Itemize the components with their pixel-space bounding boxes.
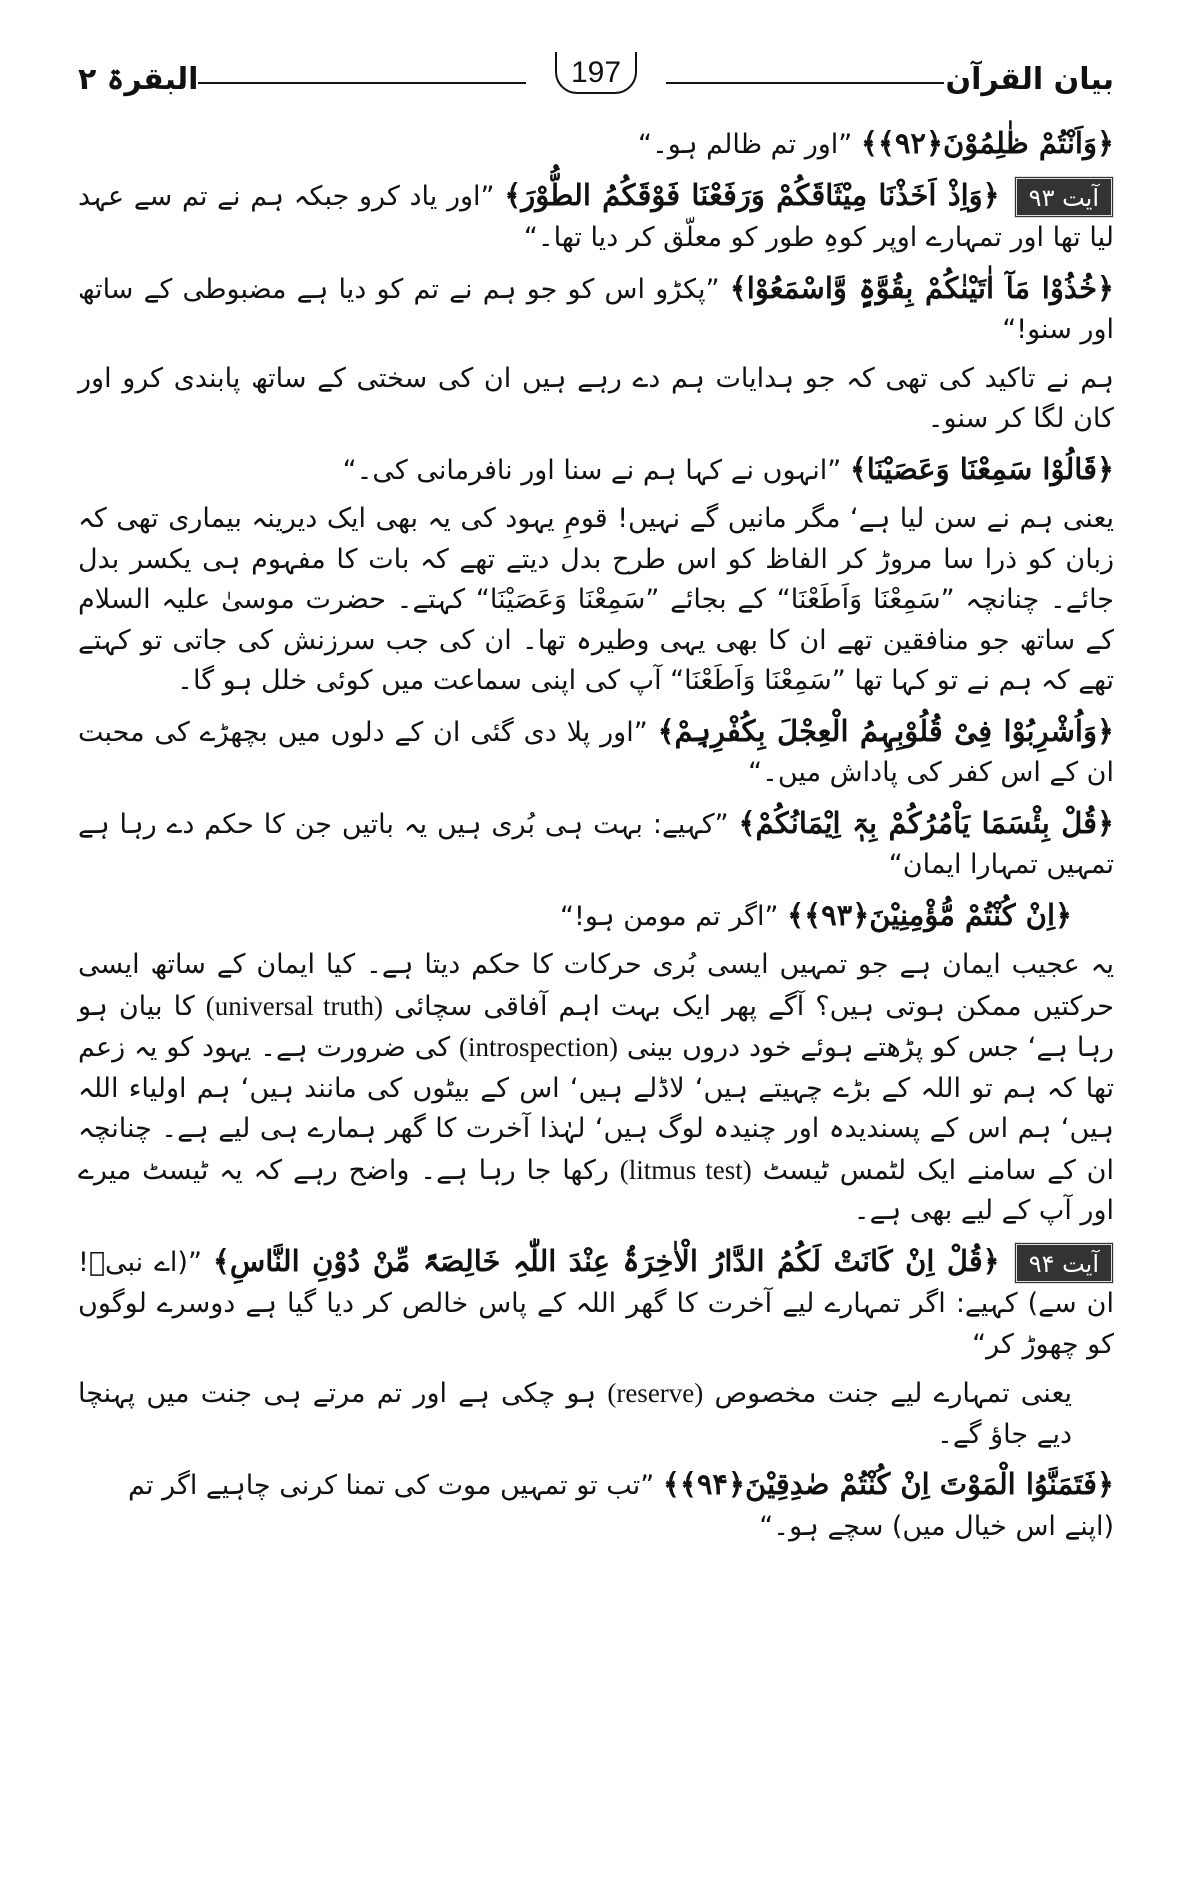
arabic-verse: ﴿قَالُوْا سَمِعْنَا وَعَصَیْنَا﴾ [849, 451, 1114, 486]
page-number: 197 [555, 52, 637, 94]
commentary-text: کی ضرورت ہے۔ یہود کو یہ زعم تھا کہ ہم تو اللہ کے بڑے چہیتے ہیں‘ لاڈلے ہیں‘ اس کے بیٹوں کی مانند ہیں‘ ہم اولیاء اللہ ہیں‘ ہم اس کے پسندیدہ اور چنیدہ لوگ ہیں‘ لہٰذا آخرت کا گھر ہمارے ہی لیے ہے۔ چنانچہ ان کے سامنے ایک لٹمس ٹیسٹ [78, 1032, 1114, 1186]
commentary-paragraph [78, 945, 1114, 1232]
commentary-paragraph: یعنی ہم نے سن لیا ہے‘ مگر مانیں گے نہیں! قومِ یہود کی یہ بھی ایک دیرینہ بیماری تھی کہ زبان کو ذرا سا مروڑ کر الفاظ کو اس طرح بدل دیتے تھے کہ بات کا مفہوم ہی یکسر بدل جائے۔ چنانچہ ”سَمِعْنَا وَاَطَعْنَا“ کے بجائے ”سَمِعْنَا وَعَصَیْنَا“ کہتے۔ حضرت موسیٰ علیہ السلام کے ساتھ جو منافقین تھے ان کا بھی یہی وطیرہ تھا۔ ان کی جب سرزنش کی جاتی تو کہتے تھے کہ ہم نے تو کہا تھا ”سَمِعْنَا وَاَطَعْنَا“ آپ کی اپنی سماعت میں کوئی خلل ہو گا۔ [78, 503, 1114, 696]
verse-block [78, 802, 1114, 886]
english-term: (introspection) [459, 1032, 618, 1062]
arabic-verse: ﴿وَاِذْ اَخَذْنَا مِیْثَاقَکُمْ وَرَفَعْنَا فَوْقَکُمُ الطُّوْرَ﴾ [504, 177, 1000, 212]
page-number-box [526, 50, 666, 96]
verse-translation: ”تب تو تمہیں موت کی تمنا کرنی چاہیے اگر تم (اپنے اس خیال میں) سچے ہو۔“ [128, 1470, 1114, 1542]
ayah-number-badge: آیت ۹۴ [1014, 1242, 1114, 1284]
verse-block [78, 894, 1114, 938]
arabic-verse: ﴿قُلْ بِئْسَمَا یَاْمُرُکُمْ بِہٖٓ اِیْمَانُکُمْ﴾ [738, 805, 1115, 840]
english-term: (universal truth) [205, 990, 383, 1021]
commentary-text: رکھا جا رہا ہے۔ واضح رہے کہ یہ ٹیسٹ میرے اور آپ کے لیے بھی ہے۔ [78, 1154, 1114, 1226]
verse-translation: ”انہوں نے کہا ہم نے سنا اور نافرمانی کی۔“ [342, 454, 850, 486]
arabic-verse: ﴿اِنْ کُنْتُمْ مُّؤْمِنِیْنَ﴿۹۳﴾﴾ [787, 897, 1072, 932]
ayah-number-badge: آیت ۹۳ [1014, 176, 1114, 218]
book-title: بیان القرآن [945, 62, 1114, 97]
commentary-text: یعنی تمہارے لیے جنت مخصوص [714, 1378, 1072, 1409]
verse-block [78, 710, 1114, 794]
english-term: (litmus test) [619, 1154, 752, 1185]
verse-block [78, 1240, 1114, 1366]
verse-translation: ”اور تم ظالم ہو۔“ [637, 129, 861, 160]
arabic-verse: ﴿خُذُوْا مَآ اٰتَیْنٰکُمْ بِقُوَّۃٍ وَّاسْمَعُوْا﴾ [729, 270, 1115, 305]
arabic-verse: ﴿فَتَمَنَّوُا الْمَوْتَ اِنْ کُنْتُمْ صٰدِقِیْنَ﴿۹۴﴾﴾ [662, 1467, 1114, 1501]
verse-translation: ”(اے نبیؐ! ان سے) کہیے: اگر تمہارے لیے آخرت کا گھر اللہ کے پاس خالص کر دیا گیا ہے دوسرے لوگوں کو چھوڑ کر“ [78, 1246, 1114, 1360]
book-page [78, 52, 1114, 1852]
arabic-verse: ﴿قُلْ اِنْ کَانَتْ لَکُمُ الدَّارُ الْاٰخِرَۃُ عِنْدَ اللّٰہِ خَالِصَۃً مِّنْ دُوْنِ النَّاسِ﴾ [212, 1243, 1000, 1278]
verse-block [78, 122, 1114, 166]
verse-block [78, 267, 1114, 351]
arabic-verse: ﴿وَاُشْرِبُوْا فِیْ قُلُوْبِہِمُ الْعِجْلَ بِکُفْرِہِمْ﴾ [657, 713, 1114, 748]
verse-translation: ”پکڑو اس کو جو ہم نے تم کو دیا ہے مضبوطی کے ساتھ اور سنو!“ [78, 273, 1114, 345]
verse-translation: ”اور پلا دی گئی ان کے دلوں میں بچھڑے کی محبت ان کے اس کفر کی پاداش میں۔“ [78, 716, 1114, 788]
verse-translation: ”اور یاد کرو جبکہ ہم نے تم سے عہد لیا تھا اور تمہارے اوپر کوہِ طور کو معلّق کر دیا تھا۔“ [78, 180, 1114, 253]
verse-translation: ”کہیے: بہت ہی بُری ہیں یہ باتیں جن کا حکم دے رہا ہے تمہیں تمہارا ایمان“ [78, 808, 1114, 880]
verse-block [78, 174, 1114, 259]
page-content [78, 122, 1114, 1547]
english-term: (reserve) [607, 1378, 704, 1408]
commentary-text: یہ عجیب ایمان ہے جو تمہیں ایسی بُری حرکات کا حکم دیتا ہے۔ کیا ایمان کے ساتھ ایسی حرکتیں ممکن ہوتی ہیں؟ آگے پھر ایک بہت اہم آفاقی سچائی [78, 949, 1114, 1022]
verse-translation: ”اگر تم مومن ہو!“ [560, 900, 788, 932]
commentary-text: ہو چکی ہے اور تم مرتے ہی جنت میں پہنچا دیے جاؤ گے۔ [78, 1378, 1072, 1450]
commentary-paragraph [78, 1373, 1114, 1455]
commentary-paragraph: ہم نے تاکید کی تھی کہ جو ہدایات ہم دے رہے ہیں ان کی سختی کے ساتھ پابندی کرو اور کان لگا کر سنو۔ [78, 362, 1114, 434]
surah-title: البقرۃ ۲ [78, 62, 199, 97]
commentary-text: کا بیان ہو رہا ہے‘ جس کو پڑھتے ہوئے خود دروں بینی [78, 990, 1114, 1063]
verse-block [78, 448, 1114, 492]
arabic-verse: ﴿وَاَنْتُمْ ظٰلِمُوْنَ﴿۹۲﴾﴾ [860, 126, 1114, 160]
page-header [78, 52, 1114, 122]
verse-block [78, 1463, 1114, 1547]
